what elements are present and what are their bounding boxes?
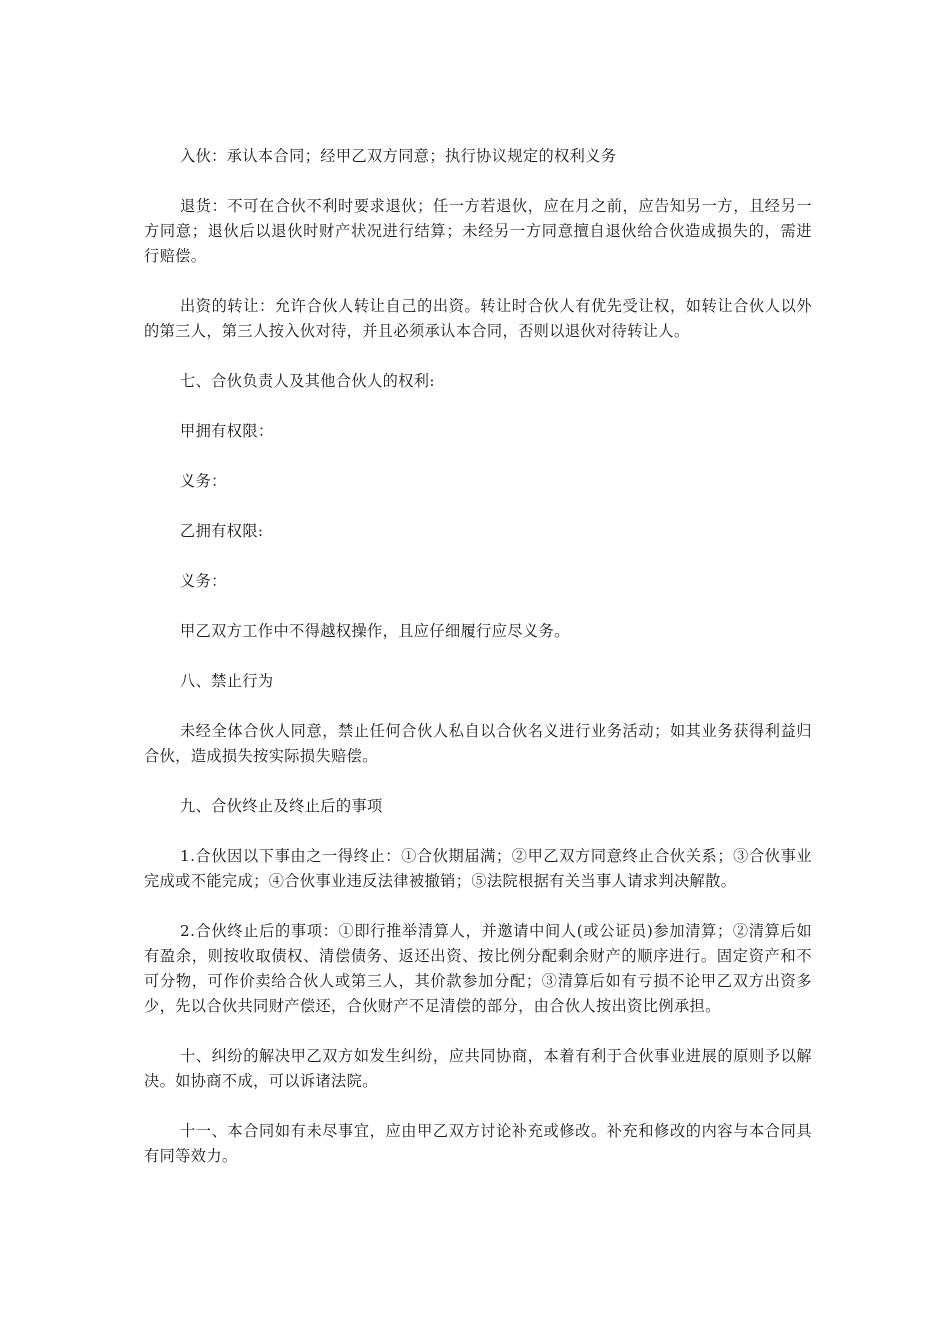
paragraph-termination-causes: 1.合伙因以下事由之一得终止：①合伙期届满；②甲乙双方同意终止合伙关系；③合伙事业完成或不能完成；④合伙事业违反法律被撤销；⑤法院根据有关当事人请求判决解散。: [144, 847, 812, 890]
paragraph-joining: 入伙：承认本合同；经甲乙双方同意；执行协议规定的权利义务: [180, 147, 617, 165]
section-heading-9: 九、合伙终止及终止后的事项: [180, 797, 383, 815]
section-heading-8: 八、禁止行为: [180, 672, 274, 690]
paragraph-party-a-obligations: 义务：: [180, 472, 227, 490]
paragraph-capital-transfer: 出资的转让：允许合伙人转让自己的出资。转让时合伙人有优先受让权，如转让合伙人以外的第三人，第三人按入伙对待，并且必须承认本合同，否则以退伙对待转让人。: [144, 297, 812, 340]
section-supplementary-terms: 十一、本合同如有未尽事宜，应由甲乙双方讨论补充或修改。补充和修改的内容与本合同具有同等效力。: [144, 1122, 812, 1165]
paragraph-withdrawal: 退货：不可在合伙不利时要求退伙；任一方若退伙，应在月之前，应告知另一方，且经另一方同意；退伙后以退伙时财产状况进行结算；未经另一方同意擅自退伙给合伙造成损失的，需进行赔偿。: [144, 197, 812, 265]
paragraph-party-b-authority: 乙拥有权限:: [180, 522, 264, 540]
section-dispute-resolution: 十、纠纷的解决甲乙双方如发生纠纷，应共同协商，本着有利于合伙事业进展的原则予以解决。如协商不成，可以诉诸法院。: [144, 1047, 812, 1090]
paragraph-prohibited-acts: 未经全体合伙人同意，禁止任何合伙人私自以合伙名义进行业务活动；如其业务获得利益归合伙，造成损失按实际损失赔偿。: [144, 722, 812, 765]
document-body: [144, 144, 812, 1194]
section-heading-7: 七、合伙负责人及其他合伙人的权利:: [180, 372, 435, 390]
paragraph-post-termination: 2.合伙终止后的事项：①即行推举清算人，并邀请中间人(或公证员)参加清算；②清算后如有盈余，则按收取债权、清偿债务、返还出资、按比例分配剩余财产的顺序进行。固定资产和不可分物，可作价卖给合伙人或第三人，其价款参加分配；③清算后如有亏损不论甲乙双方出资多少，先以合伙共同财产偿还，合伙财产不足清偿的部分，由合伙人按出资比例承担。: [144, 922, 812, 1015]
paragraph-no-overreach: 甲乙双方工作中不得越权操作，且应仔细履行应尽义务。: [180, 622, 570, 640]
paragraph-party-b-obligations: 义务：: [180, 572, 227, 590]
paragraph-party-a-authority: 甲拥有权限：: [180, 422, 274, 440]
